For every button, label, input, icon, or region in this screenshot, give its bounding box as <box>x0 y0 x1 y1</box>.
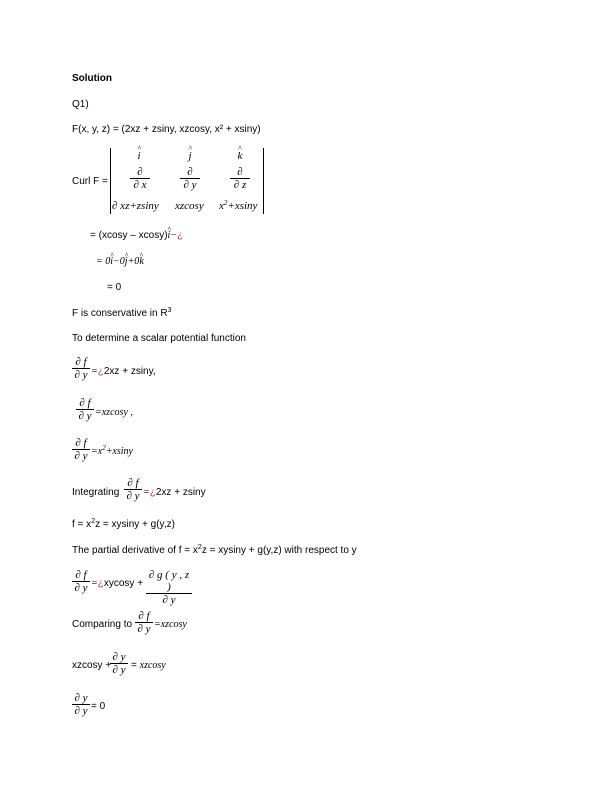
component-two: xzcosy <box>175 200 204 212</box>
final-equation: = 0 <box>91 701 106 712</box>
solution-heading: Solution <box>72 73 112 84</box>
partial-equation-2: =xzcosy , <box>95 407 133 418</box>
integrating-equation: =¿2xz + zsiny <box>143 487 206 498</box>
f-expression: $f = x^2z = xysiny + g(y,z)$ <box>72 518 175 530</box>
partial-equation-1: =¿2xz + zsiny, <box>91 366 156 377</box>
partial-derivative-statement: The partial derivative of $f = x^2z = xysiny + g(y,z)$ with respect to y <box>72 544 357 556</box>
conservative-statement: F is conservative in $R^3$ <box>72 307 172 319</box>
integrating-label: Integrating <box>72 487 120 498</box>
determinant-left-bar <box>110 148 111 214</box>
comparing-fraction: ∂ f ∂ y <box>135 610 153 635</box>
potential-intro: To determine a scalar potential function <box>72 333 246 344</box>
unit-vector-j: ^ j <box>185 150 195 162</box>
comparing-rest: =xzcosy <box>154 619 187 630</box>
dy-dy-fraction-2: ∂ y ∂ y <box>72 692 90 717</box>
df-dy-fraction-2: ∂ f ∂ y <box>76 397 94 422</box>
determinant-right-bar <box>263 148 264 214</box>
dy-dy-fraction-1: ∂ y ∂ y <box>110 651 128 676</box>
df-dy-fraction-3: ∂ f ∂ y <box>72 437 90 462</box>
partial-y-operator: ∂ ∂ y <box>180 166 200 191</box>
xz-line-start: xzcosy + <box>72 660 112 671</box>
pd-equation: =¿xycosy + <box>91 578 144 589</box>
curl-step-1: = (xcosy – xcosy)^ i−¿ <box>90 230 183 242</box>
df-dy-fraction-1: ∂ f ∂ y <box>72 356 90 381</box>
vector-field-definition: F(x, y, z) = (2xz + zsiny, xzcosy, x² + xsiny) <box>72 124 261 135</box>
xz-line-end: = xzcosy <box>131 660 166 671</box>
partial-x-operator: ∂ ∂ x <box>130 166 150 191</box>
question-label: Q1) <box>72 99 89 110</box>
partial-equation-3: $=x^2+xsiny$ <box>91 444 133 457</box>
curl-step-2: = 0^ i−0^ j+0^ k <box>96 256 144 268</box>
curl-label: Curl F = <box>72 176 108 187</box>
integrating-fraction: ∂ f ∂ y <box>124 477 142 502</box>
dg-dy-fraction: ∂ g ( y , z ) ∂ y <box>146 569 192 606</box>
comparing-label: Comparing to <box>72 619 133 630</box>
component-three: $x^2+xsiny$ <box>219 199 258 212</box>
unit-vector-i: ^ i <box>134 150 144 162</box>
curl-step-3: = 0 <box>107 282 122 293</box>
unit-vector-k: ^ k <box>235 150 245 162</box>
df-dy-fraction-4: ∂ f ∂ y <box>72 569 90 594</box>
partial-z-operator: ∂ ∂ z <box>230 166 250 191</box>
component-one: ∂ xz+zsiny <box>112 200 159 212</box>
